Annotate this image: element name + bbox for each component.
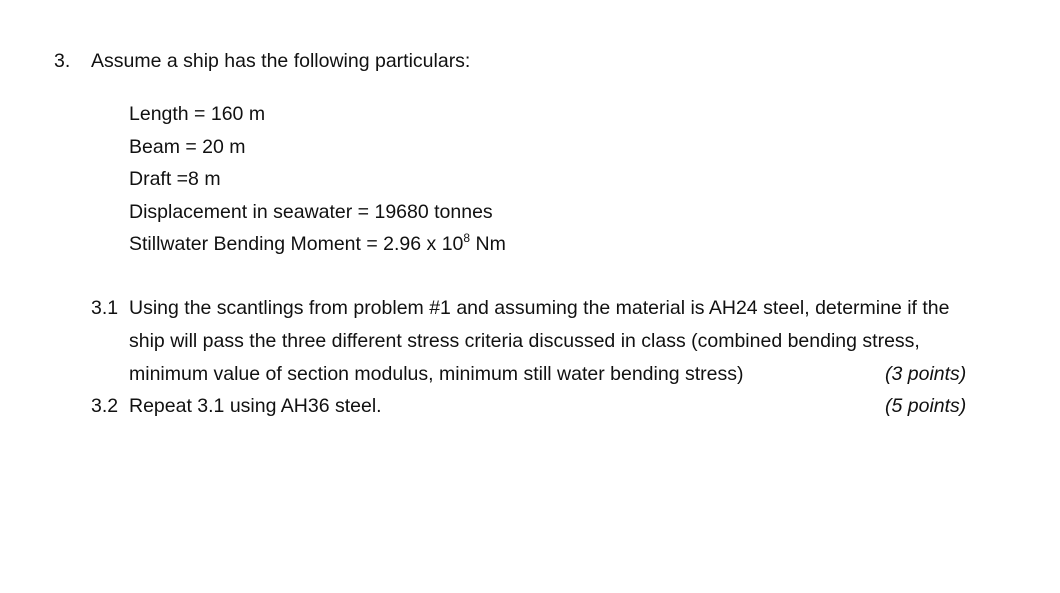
bending-moment-exponent: 8 (463, 231, 471, 245)
bending-moment-value: Stillwater Bending Moment = 2.96 x 10 (129, 233, 464, 255)
particular-beam: Beam = 20 m (129, 136, 246, 158)
subquestion-points: (3 points) (885, 363, 967, 385)
particular-length: Length = 160 m (129, 103, 266, 125)
subquestion-text-line: Using the scantlings from problem #1 and assuming the material is AH24 steel, determine if the (129, 297, 950, 319)
subquestion-number: 3.2 (91, 395, 119, 417)
question-intro: Assume a ship has the following particulars: (91, 50, 471, 72)
subquestion-text-line: Repeat 3.1 using AH36 steel. (129, 395, 382, 417)
subquestion-points: (5 points) (885, 395, 967, 417)
bending-moment-unit: Nm (470, 233, 506, 255)
subquestion-text-line: ship will pass the three different stress criteria discussed in class (combined bending stress, (129, 330, 920, 352)
particular-displacement: Displacement in seawater = 19680 tonnes (129, 201, 493, 223)
question-number: 3. (54, 50, 71, 72)
subquestion-text-line: minimum value of section modulus, minimum still water bending stress) (129, 363, 744, 385)
particular-bending-moment (129, 231, 506, 255)
subquestion-number: 3.1 (91, 297, 119, 319)
particular-draft: Draft =8 m (129, 168, 221, 190)
